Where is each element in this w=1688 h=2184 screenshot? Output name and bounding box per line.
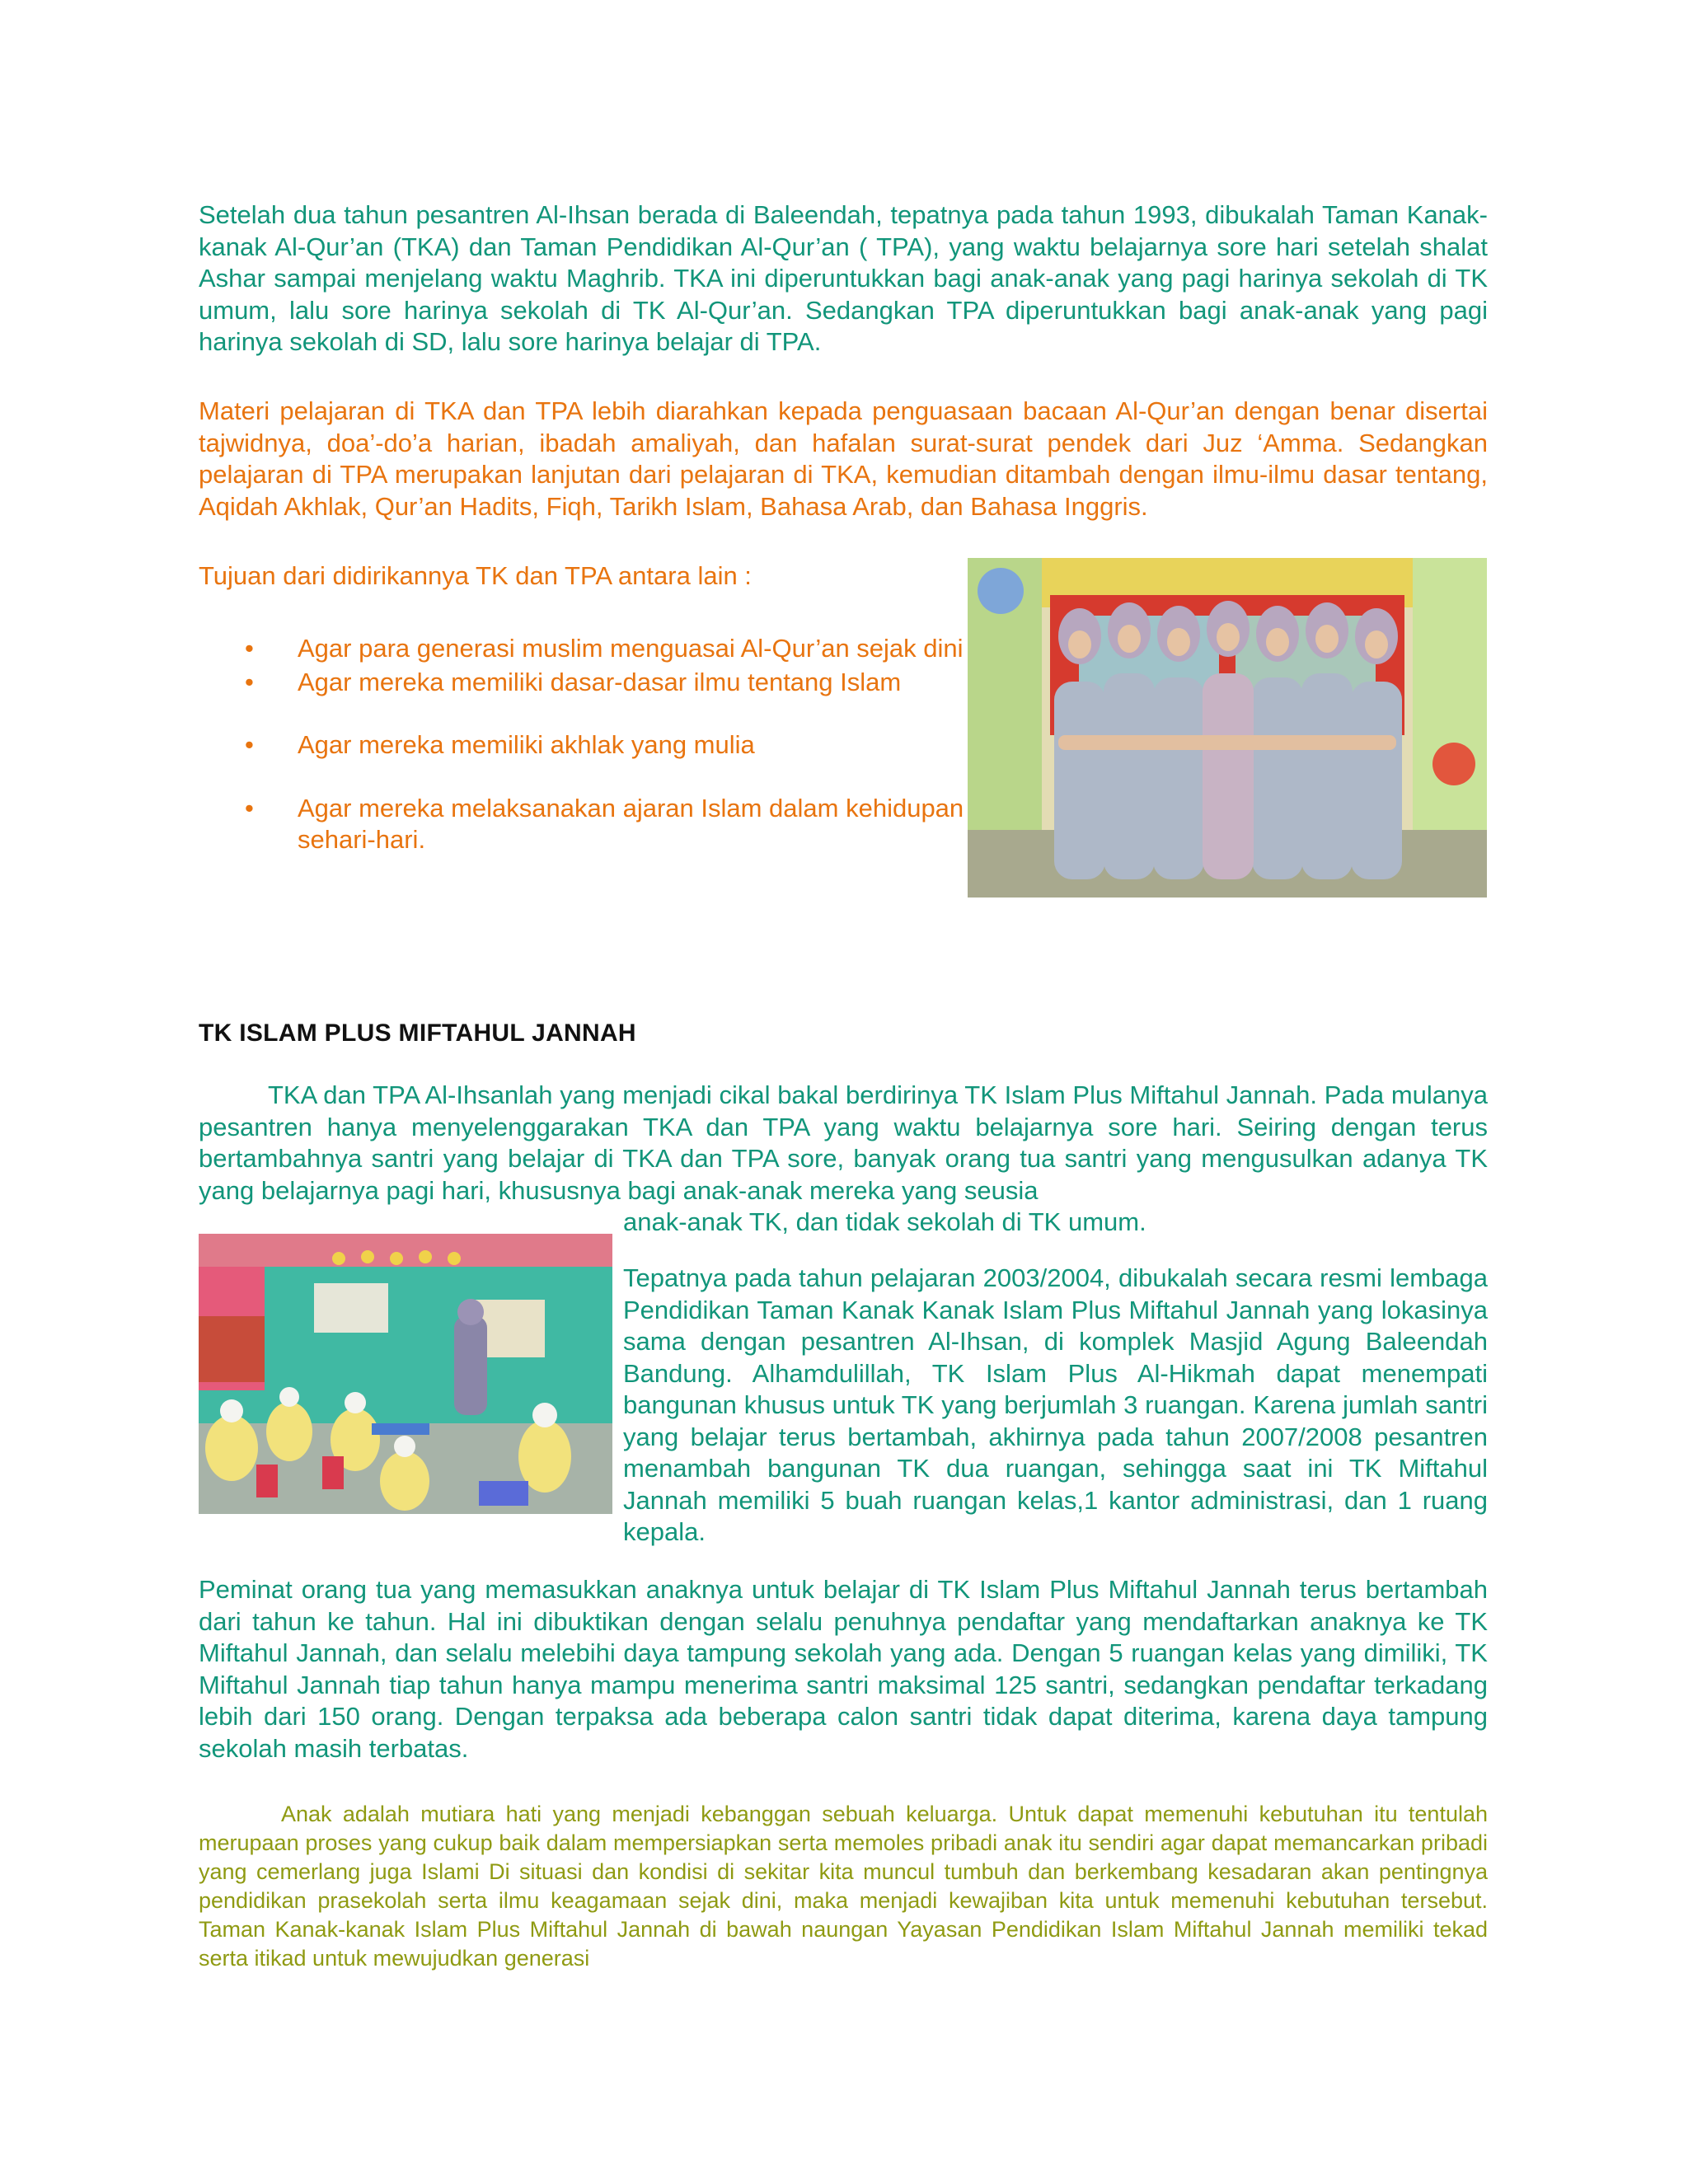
classroom-photo-illustration <box>199 1234 612 1514</box>
list-item: • Agar mereka melaksanakan ajaran Islam dalam kehidupan sehari-hari. <box>199 793 965 856</box>
goals-list <box>199 633 965 856</box>
section-heading: TK ISLAM PLUS MIFTAHUL JANNAH <box>199 1019 636 1047</box>
list-item: • Agar para generasi muslim menguasai Al-Qur’an sejak dini <box>199 633 965 665</box>
paragraph-demand: Peminat orang tua yang memasukkan anaknya untuk belajar di TK Islam Plus Miftahul Jannah terus bertambah dari tahun ke tahun. Hal ini dibuktikan dengan selalu penuhnya pendaftar yang mendaftarkan anaknya ke TK Miftahul Jannah, dan selalu melebihi daya tampung sekolah yang ada. Dengan 5 ruangan kelas yang dimiliki, TK Miftahul Jannah tiap tahun hanya mampu menerima santri maksimal 125 santri, sedangkan pendaftar terkadang lebih dari 150 orang. Dengan terpaksa ada beberapa calon santri tidak dapat diterima, karena daya tampung sekolah masih terbatas. <box>199 1575 1488 1763</box>
paragraph-vision <box>199 1800 1488 1973</box>
paragraph-origin-end: anak-anak TK, dan tidak sekolah di TK umum. <box>623 1207 1146 1236</box>
paragraph-history: Setelah dua tahun pesantren Al-Ihsan berada di Baleendah, tepatnya pada tahun 1993, dibukalah Taman Kanak-kanak Al-Qur’an (TKA) dan Taman Pendidikan Al-Qur’an ( TPA), yang waktu belajarnya sore hari setelah shalat Ashar sampai menjelang waktu Maghrib. TKA ini diperuntukkan bagi anak-anak yang pagi harinya sekolah di TK umum, lalu sore harinya sekolah di TK Al-Qur’an. Sedangkan TPA diperuntukkan bagi anak-anak yang pagi harinya sekolah di SD, lalu sore harinya belajar di TPA. <box>199 200 1488 356</box>
paragraph-vision-text: Anak adalah mutiara hati yang menjadi kebanggan sebuah keluarga. Untuk dapat memenuhi kebutuhan itu tentulah merupaan proses yang cukup baik dalam mempersiapkan serta memoles pribadi anak itu sendiri agar dapat memancarkan pribadi yang cemerlang juga Islami Di situasi dan kondisi di sekitar kita muncul tumbuh dan berkembang kesadaran akan pentingnya pendidikan prasekolah serta ilmu keagamaan sejak dini, maka menjadi kewajiban kita untuk memenuhi kebutuhan tersebut. Taman Kanak-kanak Islam Plus Miftahul Jannah di bawah naungan Yayasan Pendidikan Islam Miftahul Jannah memiliki tekad serta itikad untuk mewujudkan generasi <box>199 1802 1488 1971</box>
paragraph-founding: Tepatnya pada tahun pelajaran 2003/2004, dibukalah secara resmi lembaga Pendidikan Taman Kanak Kanak Islam Plus Miftahul Jannah yang lokasinya sama dengan pesantren Al-Ihsan, di komplek Masjid Agung Baleendah Bandung. Alhamdulillah, TK Islam Plus Al-Hikmah dapat menempati bangunan khusus untuk TK yang berjumlah 3 ruangan. Karena jumlah santri yang belajar terus bertambah, akhirnya pada tahun 2007/2008 pesantren menambah bangunan TK dua ruangan, sehingga saat ini TK Miftahul Jannah memiliki 5 buah ruangan kelas,1 kantor administrasi, dan 1 ruang kepala. <box>623 1263 1488 1546</box>
list-item: • Agar mereka memiliki dasar-dasar ilmu tentang Islam <box>199 667 965 699</box>
paragraph-curriculum: Materi pelajaran di TKA dan TPA lebih diarahkan kepada penguasaan bacaan Al-Qur’an dengan benar disertai tajwidnya, doa’-do’a harian, ibadah amaliyah, dan hafalan surat-surat pendek dari Juz ‘Amma. Sedangkan pelajaran di TPA merupakan lanjutan dari pelajaran di TKA, kemudian ditambah dengan ilmu-ilmu dasar tentang, Aqidah Akhlak, Qur’an Hadits, Fiqh, Tarikh Islam, Bahasa Arab, dan Bahasa Inggris. <box>199 396 1488 521</box>
teachers-photo <box>968 558 1487 898</box>
paragraph-origin <box>199 1080 1488 1207</box>
classroom-photo <box>199 1234 612 1514</box>
paragraph-origin-text: TKA dan TPA Al-Ihsanlah yang menjadi cikal bakal berdirinya TK Islam Plus Miftahul Jannah. Pada mulanya pesantren hanya menyelenggarakan TKA dan TPA yang waktu belajarnya sore hari. Seiring dengan terus bertambahnya santri yang belajar di TKA dan TPA sore, banyak orang tua santri yang mengusulkan adanya TK yang belajarnya pagi hari, khususnya bagi anak-anak mereka yang seusia <box>199 1080 1488 1205</box>
paragraph-goals-intro: Tujuan dari didirikannya TK dan TPA antara lain : <box>199 561 752 590</box>
teachers-photo-illustration <box>968 558 1487 898</box>
list-item: • Agar mereka memiliki akhlak yang mulia <box>199 729 965 762</box>
